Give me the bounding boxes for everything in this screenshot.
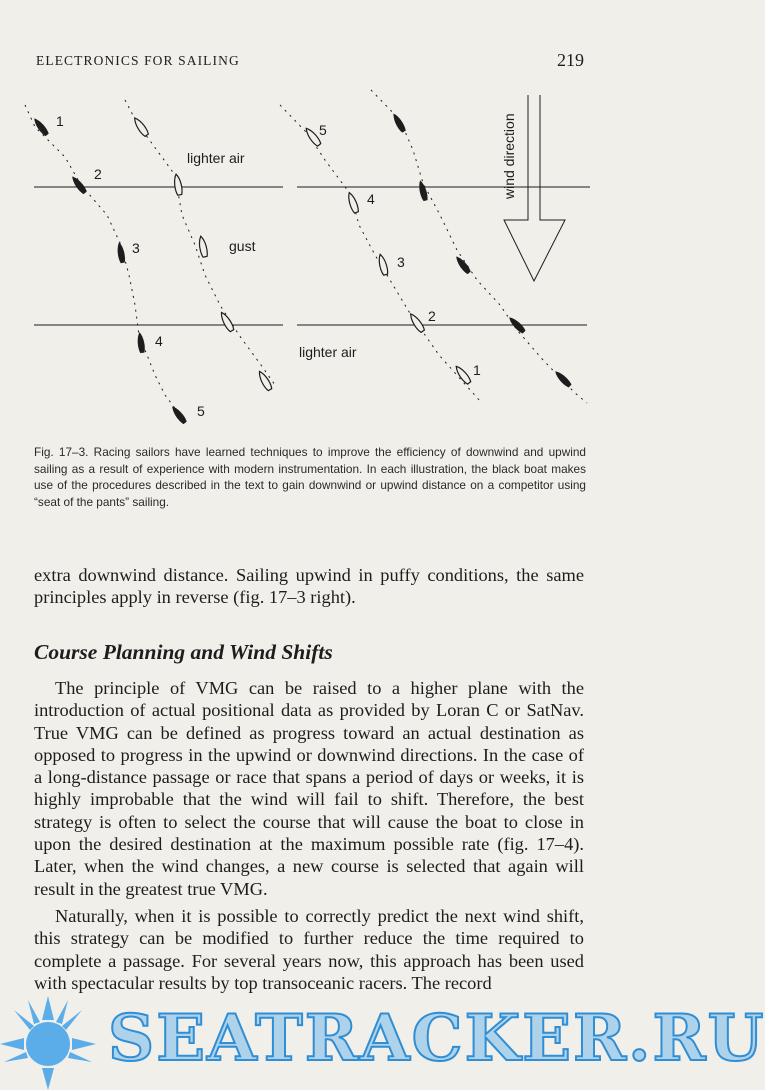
page-number: 219 (557, 50, 584, 70)
right-boat-number-1: 1 (473, 362, 481, 378)
black-boat-right-1 (553, 369, 573, 389)
black-boat-track-right (371, 90, 587, 403)
left-boat-number-5: 5 (197, 403, 205, 419)
black-boat-left-2 (70, 174, 88, 195)
paragraph-wind-shift: Naturally, when it is possible to correctly predict the next wind shift, this strategy can be modified to further reduce the time required to complete a passage. For several years now, this approach has been used with spectacular results by top transoceanic racers. The record (34, 906, 584, 993)
black-boat-left-3 (116, 242, 126, 264)
white-boat-right-3 (377, 254, 389, 276)
paragraph-vmg: The principle of VMG can be raised to a higher plane with the introduction of actual positional data as provided by Loran C or SatNav. True VMG can be defined as progress toward an actual destination as opposed to progress in the upwind or downwind directions. In the case of a long-distance passage or race that spans a period of days or weeks, it is highly improbable that the wind will fail to shift. Therefore, the best strategy is often to select the course that will cause the boat to close in upon the desired destination at the maximum possible rate (fig. 17–4). Later, when the wind changes, a new course is selected that again will result in the greatest true VMG. (34, 678, 584, 899)
right-boat-number-3: 3 (397, 254, 405, 270)
white-boat-left-2 (173, 174, 183, 196)
white-boat-right-2 (408, 312, 425, 333)
watermark (0, 996, 765, 1090)
left-label-gust: gust (229, 238, 256, 254)
right-label-lighter-air: lighter air (299, 344, 357, 360)
white-boat-left-1 (132, 116, 149, 137)
section-heading: Course Planning and Wind Shifts (34, 640, 333, 664)
left-boat-number-3: 3 (132, 240, 140, 256)
section-title: ELECTRONICS FOR SAILING (36, 53, 240, 68)
white-boat-right-1 (454, 364, 472, 385)
black-boat-right-4 (417, 180, 429, 202)
figure-diagram (25, 85, 595, 430)
black-boat-track-left (25, 105, 180, 415)
white-boat-left-5 (257, 370, 273, 392)
left-label-lighter-air: lighter air (187, 150, 245, 166)
paragraph-continued: extra downwind distance. Sailing upwind in puffy conditions, the same principles apply in reverse (fig. 17–3 right). (34, 565, 584, 608)
watermark-text: SEATRACKER.RU (108, 1001, 765, 1076)
black-boat-left-5 (170, 404, 188, 425)
right-boat-number-5: 5 (319, 122, 327, 138)
left-boat-number-1: 1 (56, 113, 64, 129)
figure-caption: Fig. 17–3. Racing sailors have learned techniques to improve the efficiency of downwind and upwind sailing as a result of experience with modern instrumentation. In each illustration, the black boat makes use of the procedures described in the text to gain downwind or upwind distance on a competitor using “seat of the pants” sailing. (34, 445, 586, 509)
left-boat-number-2: 2 (94, 166, 102, 182)
black-boat-left-4 (136, 332, 145, 354)
white-boat-right-4 (346, 192, 359, 214)
right-boat-number-4: 4 (367, 191, 375, 207)
running-head (36, 50, 584, 70)
right-boat-number-2: 2 (428, 308, 436, 324)
figure-17-3 (25, 85, 595, 430)
white-boat-left-4 (219, 311, 235, 333)
wind-direction-label: wind direction (501, 113, 517, 199)
white-boat-left-3 (197, 236, 208, 258)
left-boat-number-4: 4 (155, 333, 163, 349)
black-boat-right-5 (391, 112, 407, 134)
black-boat-right-3 (454, 254, 472, 275)
black-boat-left-1 (32, 116, 50, 137)
